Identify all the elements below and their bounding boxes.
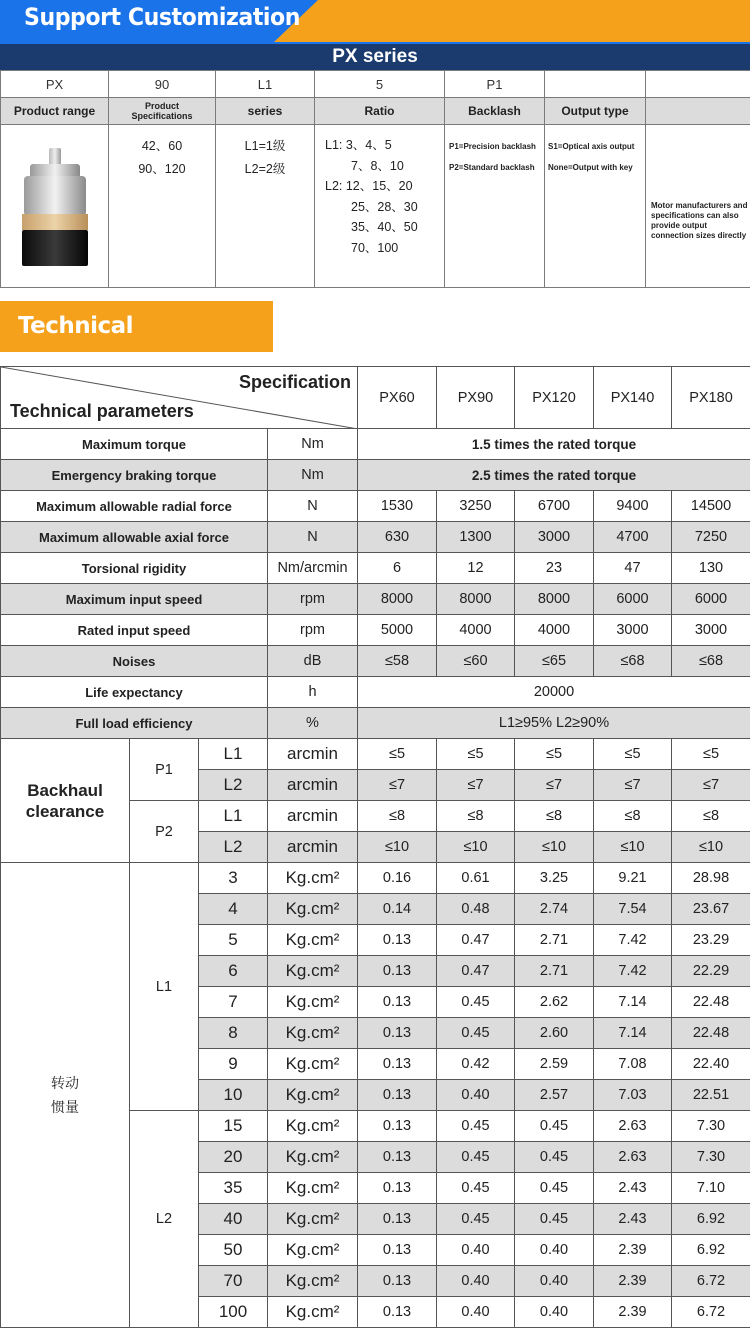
spec-row-label: Maximum allowable axial force (1, 522, 268, 553)
ratio-line: 70、100 (351, 240, 399, 255)
output-line: None=Output with key (548, 163, 633, 172)
spec-line: 42、60 (141, 139, 183, 153)
inertia-label (1, 863, 130, 1328)
spec-row (1, 615, 750, 646)
inertia-value-cell: 2.43 (594, 1173, 672, 1204)
inertia-group-label: L1 (130, 863, 199, 1111)
header-series: series (216, 98, 315, 125)
spec-body (1, 367, 750, 1328)
code-cell: P1 (445, 71, 545, 98)
spec-row (1, 429, 750, 460)
inertia-value-cell: 9.21 (594, 863, 672, 894)
inertia-value-cell: 2.74 (515, 894, 594, 925)
spec-row-label: Torsional rigidity (1, 553, 268, 584)
spec-value-cell: 6700 (515, 491, 594, 522)
inertia-unit: Kg.cm² (268, 1204, 358, 1235)
inertia-value-cell: 0.45 (515, 1111, 594, 1142)
code-cell (545, 71, 646, 98)
header-backlash: Backlash (445, 98, 545, 125)
code-cell: PX (1, 71, 109, 98)
backhaul-unit: arcmin (268, 801, 358, 832)
spec-value-cell: 4000 (437, 615, 515, 646)
inertia-value-cell: 6.92 (672, 1204, 750, 1235)
spec-row-unit: N (268, 491, 358, 522)
inertia-value-cell: 0.45 (437, 1142, 515, 1173)
header-ratio: Ratio (315, 98, 445, 125)
spec-header-row (1, 367, 750, 429)
inertia-value-cell: 2.43 (594, 1204, 672, 1235)
inertia-value-cell: 7.10 (672, 1173, 750, 1204)
inertia-value-cell: 0.40 (437, 1297, 515, 1328)
spec-row (1, 646, 750, 677)
inertia-unit: Kg.cm² (268, 1173, 358, 1204)
backhaul-group-label: P2 (130, 801, 199, 863)
output-line: S1=Optical axis output (548, 142, 635, 151)
inertia-value-cell: 7.54 (594, 894, 672, 925)
backhaul-value-cell: ≤7 (515, 770, 594, 801)
backlash-cell (445, 125, 545, 288)
inertia-unit: Kg.cm² (268, 894, 358, 925)
backhaul-value-cell: ≤5 (437, 739, 515, 770)
inertia-value-cell: 0.40 (437, 1080, 515, 1111)
backhaul-value-cell: ≤5 (515, 739, 594, 770)
inertia-unit: Kg.cm² (268, 1142, 358, 1173)
spec-row-unit: dB (268, 646, 358, 677)
gearbox-body (24, 176, 86, 216)
backhaul-value-cell: ≤7 (594, 770, 672, 801)
gearbox-adapter (22, 214, 88, 230)
inertia-value-cell: 0.47 (437, 925, 515, 956)
inertia-ratio: 20 (199, 1142, 268, 1173)
spec-value-cell: 8000 (358, 584, 437, 615)
inertia-unit: Kg.cm² (268, 1018, 358, 1049)
code-cell: 5 (315, 71, 445, 98)
spec-value-cell: ≤60 (437, 646, 515, 677)
backhaul-group-label: P1 (130, 739, 199, 801)
model-header: PX60 (358, 367, 437, 429)
series-cell (216, 125, 315, 288)
inertia-value-cell: 22.29 (672, 956, 750, 987)
inertia-value-cell: 0.13 (358, 987, 437, 1018)
inertia-ratio: 6 (199, 956, 268, 987)
backhaul-stage: L1 (199, 801, 268, 832)
backhaul-value-cell: ≤10 (437, 832, 515, 863)
spec-row-label: Noises (1, 646, 268, 677)
header-product-specifications (109, 98, 216, 125)
specs-cell (109, 125, 216, 288)
spec-row (1, 708, 750, 739)
spec-value-cell: 6 (358, 553, 437, 584)
ratio-line: 35、40、50 (351, 220, 418, 234)
spec-value-cell: 8000 (437, 584, 515, 615)
inertia-value-cell: 6.72 (672, 1297, 750, 1328)
header-product-range: Product range (1, 98, 109, 125)
backhaul-unit: arcmin (268, 832, 358, 863)
inertia-value-cell: 22.40 (672, 1049, 750, 1080)
spec-row-label: Maximum input speed (1, 584, 268, 615)
spec-row-merged-value: 1.5 times the rated torque (358, 429, 750, 460)
inertia-value-cell: 2.63 (594, 1111, 672, 1142)
inertia-value-cell: 22.51 (672, 1080, 750, 1111)
inertia-value-cell: 7.42 (594, 925, 672, 956)
inertia-ratio: 40 (199, 1204, 268, 1235)
spec-row-unit: % (268, 708, 358, 739)
spec-value-cell: 47 (594, 553, 672, 584)
spec-value-cell: 14500 (672, 491, 750, 522)
inertia-unit: Kg.cm² (268, 956, 358, 987)
inertia-value-cell: 3.25 (515, 863, 594, 894)
inertia-value-cell: 0.13 (358, 1173, 437, 1204)
spec-value-cell: 3000 (594, 615, 672, 646)
inertia-value-cell: 28.98 (672, 863, 750, 894)
inertia-group-label: L2 (130, 1111, 199, 1328)
spec-row-label: Rated input speed (1, 615, 268, 646)
spec-value-cell: 630 (358, 522, 437, 553)
inertia-ratio: 9 (199, 1049, 268, 1080)
corner-technical-parameters: Technical parameters (10, 401, 194, 421)
inertia-ratio: 5 (199, 925, 268, 956)
spec-value-cell: 130 (672, 553, 750, 584)
inertia-value-cell: 2.39 (594, 1266, 672, 1297)
backhaul-value-cell: ≤5 (594, 739, 672, 770)
backhaul-value-cell: ≤5 (358, 739, 437, 770)
inertia-value-cell: 0.40 (437, 1235, 515, 1266)
backhaul-value-cell: ≤8 (437, 801, 515, 832)
code-cell: 90 (109, 71, 216, 98)
inertia-value-cell: 0.13 (358, 925, 437, 956)
spec-row-unit: h (268, 677, 358, 708)
inertia-value-cell: 0.13 (358, 956, 437, 987)
inertia-unit: Kg.cm² (268, 1297, 358, 1328)
spec-value-cell: ≤68 (594, 646, 672, 677)
backhaul-value-cell: ≤7 (437, 770, 515, 801)
inertia-value-cell: 0.61 (437, 863, 515, 894)
backhaul-value-cell: ≤10 (594, 832, 672, 863)
inertia-unit: Kg.cm² (268, 987, 358, 1018)
inertia-label-line: 转动 (51, 1075, 79, 1091)
spec-value-cell: 3250 (437, 491, 515, 522)
inertia-value-cell: 0.42 (437, 1049, 515, 1080)
inertia-value-cell: 2.63 (594, 1142, 672, 1173)
inertia-ratio: 100 (199, 1297, 268, 1328)
inertia-value-cell: 22.48 (672, 1018, 750, 1049)
ratio-line: 7、8、10 (351, 158, 404, 173)
code-detail-row (1, 125, 750, 288)
spec-value-cell: 3000 (515, 522, 594, 553)
spec-row (1, 553, 750, 584)
inertia-value-cell: 0.16 (358, 863, 437, 894)
spec-value-cell: 3000 (672, 615, 750, 646)
spec-value-cell: ≤58 (358, 646, 437, 677)
inertia-value-cell: 7.14 (594, 987, 672, 1018)
ratio-line: L2: 12、15、20 (325, 179, 413, 193)
inertia-ratio: 50 (199, 1235, 268, 1266)
inertia-value-cell: 0.45 (515, 1173, 594, 1204)
code-cell: L1 (216, 71, 315, 98)
backhaul-stage: L2 (199, 770, 268, 801)
inertia-value-cell: 2.59 (515, 1049, 594, 1080)
inertia-ratio: 35 (199, 1173, 268, 1204)
inertia-ratio: 15 (199, 1111, 268, 1142)
spec-row (1, 677, 750, 708)
spec-row-unit: Nm (268, 429, 358, 460)
code-row (1, 71, 750, 98)
inertia-value-cell: 2.62 (515, 987, 594, 1018)
series-line: L1=1级 (244, 139, 286, 153)
spec-value-cell: 5000 (358, 615, 437, 646)
note-text: Motor manufacturers and specifications can also provide output connection sizes directly (651, 201, 748, 240)
spec-value-cell: 1300 (437, 522, 515, 553)
inertia-value-cell: 7.30 (672, 1142, 750, 1173)
inertia-value-cell: 7.14 (594, 1018, 672, 1049)
support-customization-banner (0, 0, 750, 44)
backlash-line: P2=Standard backlash (449, 163, 535, 172)
spec-row-unit: Nm (268, 460, 358, 491)
spec-value-cell: 6000 (672, 584, 750, 615)
spec-row-label: Maximum torque (1, 429, 268, 460)
inertia-value-cell: 7.30 (672, 1111, 750, 1142)
inertia-value-cell: 7.08 (594, 1049, 672, 1080)
inertia-value-cell: 23.29 (672, 925, 750, 956)
spec-line: 90、120 (138, 162, 186, 176)
spec-row-unit: Nm/arcmin (268, 553, 358, 584)
inertia-value-cell: 7.03 (594, 1080, 672, 1111)
inertia-value-cell: 0.45 (437, 1204, 515, 1235)
spec-row (1, 584, 750, 615)
inertia-value-cell: 0.13 (358, 1049, 437, 1080)
inertia-value-cell: 0.45 (515, 1204, 594, 1235)
backhaul-value-cell: ≤8 (515, 801, 594, 832)
model-header: PX90 (437, 367, 515, 429)
ratio-line: 25、28、30 (351, 199, 418, 214)
spec-row-label: Maximum allowable radial force (1, 491, 268, 522)
series-line: L2=2级 (244, 162, 286, 176)
inertia-value-cell: 0.13 (358, 1111, 437, 1142)
spec-row-label: Life expectancy (1, 677, 268, 708)
backhaul-value-cell: ≤8 (672, 801, 750, 832)
spec-row-label: Emergency braking torque (1, 460, 268, 491)
backhaul-row (1, 739, 750, 770)
note-cell (646, 125, 750, 288)
backhaul-value-cell: ≤8 (594, 801, 672, 832)
header-product-specifications-text: Product Specifications (131, 101, 193, 121)
spec-value-cell: 8000 (515, 584, 594, 615)
px-series-title: PX series (0, 44, 750, 70)
ratio-cell (315, 125, 445, 288)
inertia-value-cell: 6.72 (672, 1266, 750, 1297)
inertia-value-cell: 0.13 (358, 1142, 437, 1173)
inertia-value-cell: 0.45 (437, 1111, 515, 1142)
backhaul-stage: L1 (199, 739, 268, 770)
spec-row (1, 491, 750, 522)
model-header: PX180 (672, 367, 750, 429)
code-header-row (1, 98, 750, 125)
inertia-value-cell: 2.71 (515, 956, 594, 987)
inertia-value-cell: 6.92 (672, 1235, 750, 1266)
inertia-value-cell: 0.47 (437, 956, 515, 987)
inertia-unit: Kg.cm² (268, 1111, 358, 1142)
spec-row-unit: rpm (268, 584, 358, 615)
inertia-value-cell: 0.45 (515, 1142, 594, 1173)
technical-parameters-banner: Technical (0, 301, 273, 352)
spec-value-cell: 9400 (594, 491, 672, 522)
inertia-value-cell: 2.60 (515, 1018, 594, 1049)
inertia-ratio: 70 (199, 1266, 268, 1297)
inertia-value-cell: 0.40 (515, 1266, 594, 1297)
inertia-value-cell: 0.14 (358, 894, 437, 925)
model-code-table (0, 70, 750, 288)
gearbox-base (22, 230, 88, 266)
backhaul-label-line: Backhaul (27, 780, 103, 800)
header-empty (646, 98, 750, 125)
inertia-value-cell: 23.67 (672, 894, 750, 925)
spec-row (1, 522, 750, 553)
inertia-unit: Kg.cm² (268, 1266, 358, 1297)
gearbox-image (10, 146, 100, 266)
backhaul-value-cell: ≤7 (358, 770, 437, 801)
inertia-value-cell: 0.13 (358, 1080, 437, 1111)
inertia-value-cell: 2.39 (594, 1297, 672, 1328)
inertia-unit: Kg.cm² (268, 1235, 358, 1266)
spec-value-cell: 4000 (515, 615, 594, 646)
spec-row-unit: N (268, 522, 358, 553)
inertia-unit: Kg.cm² (268, 1049, 358, 1080)
spec-row-merged-value: 20000 (358, 677, 750, 708)
backhaul-value-cell: ≤10 (358, 832, 437, 863)
output-cell (545, 125, 646, 288)
inertia-value-cell: 0.40 (515, 1235, 594, 1266)
spec-value-cell: ≤65 (515, 646, 594, 677)
inertia-value-cell: 0.48 (437, 894, 515, 925)
inertia-ratio: 10 (199, 1080, 268, 1111)
code-cell (646, 71, 750, 98)
backlash-line: P1=Precision backlash (449, 142, 536, 151)
inertia-value-cell: 0.13 (358, 1235, 437, 1266)
inertia-value-cell: 0.13 (358, 1297, 437, 1328)
backhaul-value-cell: ≤10 (672, 832, 750, 863)
backhaul-value-cell: ≤10 (515, 832, 594, 863)
backhaul-unit: arcmin (268, 739, 358, 770)
model-header: PX140 (594, 367, 672, 429)
inertia-ratio: 7 (199, 987, 268, 1018)
inertia-value-cell: 22.48 (672, 987, 750, 1018)
inertia-value-cell: 0.40 (515, 1297, 594, 1328)
product-image-cell (1, 125, 109, 288)
spec-row-unit: rpm (268, 615, 358, 646)
inertia-value-cell: 2.71 (515, 925, 594, 956)
inertia-row (1, 863, 750, 894)
inertia-value-cell: 0.45 (437, 1018, 515, 1049)
corner-specification: Specification (238, 372, 351, 392)
spec-value-cell: 7250 (672, 522, 750, 553)
spec-row (1, 460, 750, 491)
spec-value-cell: 4700 (594, 522, 672, 553)
spec-row-merged-value: L1≥95% L2≥90% (358, 708, 750, 739)
inertia-value-cell: 2.39 (594, 1235, 672, 1266)
inertia-value-cell: 0.40 (437, 1266, 515, 1297)
inertia-unit: Kg.cm² (268, 863, 358, 894)
banner-title: Support Customization (24, 3, 300, 31)
inertia-ratio: 8 (199, 1018, 268, 1049)
model-header: PX120 (515, 367, 594, 429)
spec-corner-cell (1, 367, 358, 429)
inertia-value-cell: 0.45 (437, 1173, 515, 1204)
spec-value-cell: 6000 (594, 584, 672, 615)
inertia-value-cell: 7.42 (594, 956, 672, 987)
backhaul-value-cell: ≤5 (672, 739, 750, 770)
spec-row-merged-value: 2.5 times the rated torque (358, 460, 750, 491)
ratio-line: L1: 3、4、5 (325, 138, 392, 152)
spec-value-cell: ≤68 (672, 646, 750, 677)
backhaul-unit: arcmin (268, 770, 358, 801)
spec-value-cell: 1530 (358, 491, 437, 522)
inertia-value-cell: 0.45 (437, 987, 515, 1018)
backhaul-value-cell: ≤8 (358, 801, 437, 832)
inertia-value-cell: 0.13 (358, 1266, 437, 1297)
spec-value-cell: 23 (515, 553, 594, 584)
spec-table (0, 366, 750, 1328)
backhaul-label-line: clearance (25, 801, 105, 821)
spec-row-label: Full load efficiency (1, 708, 268, 739)
inertia-unit: Kg.cm² (268, 925, 358, 956)
inertia-value-cell: 0.13 (358, 1204, 437, 1235)
backhaul-stage: L2 (199, 832, 268, 863)
inertia-ratio: 4 (199, 894, 268, 925)
inertia-unit: Kg.cm² (268, 1080, 358, 1111)
header-output-type: Output type (545, 98, 646, 125)
inertia-ratio: 3 (199, 863, 268, 894)
inertia-value-cell: 0.13 (358, 1018, 437, 1049)
backhaul-clearance-label (1, 739, 130, 863)
inertia-value-cell: 2.57 (515, 1080, 594, 1111)
spec-value-cell: 12 (437, 553, 515, 584)
inertia-label-line: 惯量 (51, 1099, 79, 1115)
backhaul-value-cell: ≤7 (672, 770, 750, 801)
